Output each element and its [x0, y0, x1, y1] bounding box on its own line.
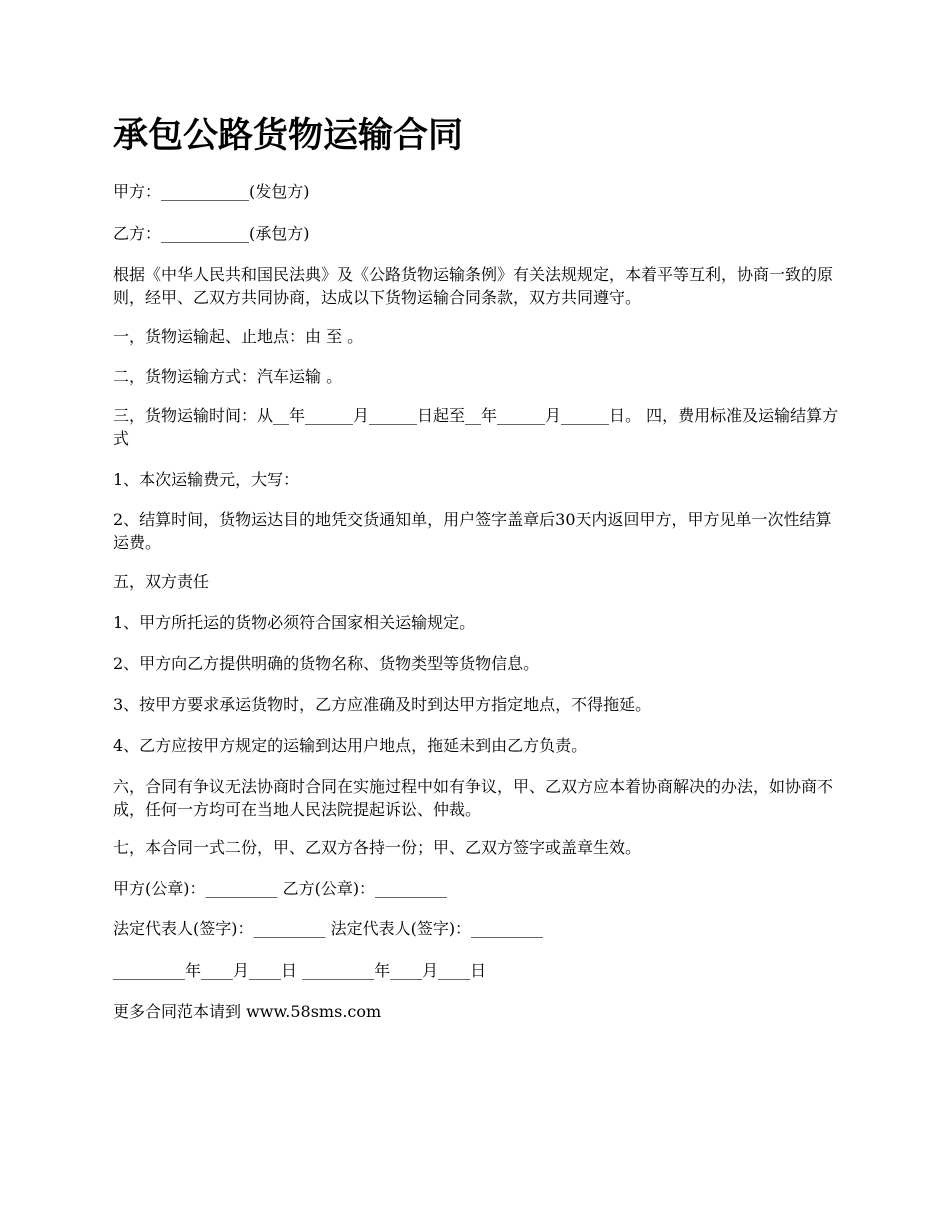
- footer-link-text: 更多合同范本请到 www.58sms.com: [113, 1002, 382, 1021]
- clause-6-disputes: 六，合同有争议无法协商时合同在实施过程中如有争议，甲、乙双方应本着协商解决的办法，如协商不成，任何一方均可在当地人民法院提起诉讼、仲裁。: [113, 777, 834, 819]
- clause-5-item-4: 4、乙方应按甲方规定的运输到达用户地点，拖延未到由乙方负责。: [113, 736, 588, 755]
- clause-3-time-and-clause-4-heading: 三，货物运输时间：从__年______月______日起至__年______月______日。 四，费用标准及运输结算方式: [113, 406, 839, 448]
- preamble-paragraph: 根据《中华人民共和国民法典》及《公路货物运输条例》有关法规规定，本着平等互利，协商一致的原则，经甲、乙双方共同协商，达成以下货物运输合同条款，双方共同遵守。: [113, 265, 834, 307]
- clause-4-item-2: 2、结算时间，货物运达目的地凭交货通知单，用户签字盖章后30天内返回甲方，甲方见单一次性结算运费。: [113, 510, 832, 552]
- party-a-line: 甲方：___________(发包方): [113, 182, 310, 201]
- clause-7-copies: 七，本合同一式二份，甲、乙双方各持一份；甲、乙双方签字或盖章生效。: [113, 838, 642, 857]
- document-title: 承包公路货物运输合同: [113, 116, 464, 156]
- clause-5-heading: 五，双方责任: [113, 572, 210, 591]
- seal-line: 甲方(公章)：_________ 乙方(公章)：_________: [113, 879, 448, 898]
- clause-1-locations: 一，货物运输起、止地点：由 至 。: [113, 327, 364, 346]
- date-line: _________年____月____日 _________年____月____日: [113, 961, 487, 980]
- clause-4-item-1: 1、本次运输费元，大写：: [113, 470, 300, 489]
- party-b-line: 乙方：___________(承包方): [113, 224, 310, 243]
- clause-5-item-3: 3、按甲方要求承运货物时，乙方应准确及时到达甲方指定地点，不得拖延。: [113, 695, 652, 714]
- clause-2-method: 二，货物运输方式：汽车运输 。: [113, 367, 343, 386]
- representative-signature-line: 法定代表人(签字)：_________ 法定代表人(签字)：_________: [113, 919, 544, 938]
- clause-5-item-2: 2、甲方向乙方提供明确的货物名称、货物类型等货物信息。: [113, 654, 540, 673]
- clause-5-item-1: 1、甲方所托运的货物必须符合国家相关运输规定。: [113, 613, 476, 632]
